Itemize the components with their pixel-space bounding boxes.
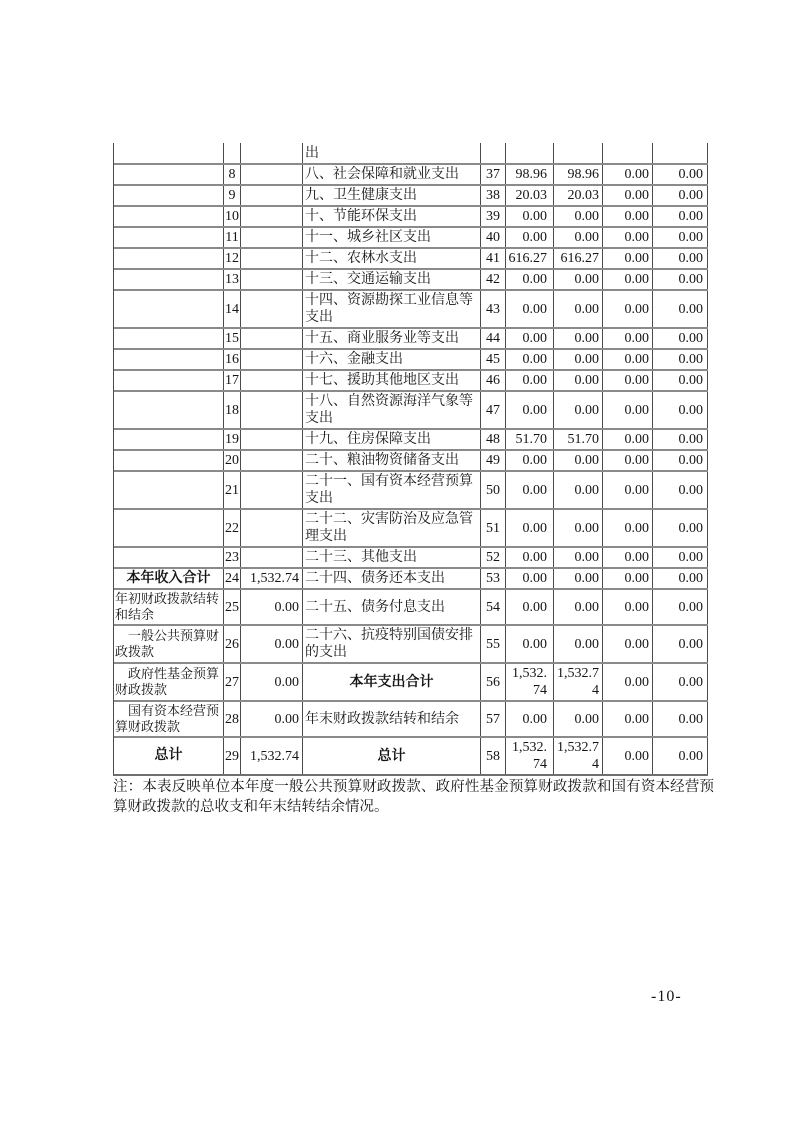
- expense-amount-cell-1: 0.00: [506, 392, 554, 428]
- expense-amount-cell-4: 0.00: [653, 664, 708, 700]
- expense-amount-cell-1: 0.00: [506, 371, 554, 390]
- table-row: [114, 369, 708, 390]
- expense-amount-cell-1: 0.00: [506, 702, 554, 736]
- table-row: [114, 143, 708, 163]
- expense-amount-cell-2: 0.00: [554, 392, 603, 428]
- expense-amount-cell-3: 0.00: [603, 430, 653, 449]
- income-amount-cell: [241, 548, 303, 567]
- expense-amount-cell-4: 0.00: [653, 626, 708, 662]
- table-row: [114, 390, 708, 428]
- expense-amount-cell-3: 0.00: [603, 249, 653, 268]
- income-amount-cell: [241, 249, 303, 268]
- expense-amount-cell-1: 0.00: [506, 472, 554, 508]
- expense-amount-cell-4: 0.00: [653, 590, 708, 624]
- expense-amount-cell-4: 0.00: [653, 548, 708, 567]
- income-amount-cell: 0.00: [241, 626, 303, 662]
- expense-line-no-cell: 57: [481, 702, 506, 736]
- income-line-no-cell: 26: [224, 626, 241, 662]
- expense-item-cell: 二十一、国有资本经营预算支出: [303, 472, 481, 508]
- table-row: [114, 624, 708, 662]
- expense-line-no-cell: 38: [481, 186, 506, 205]
- income-item-cell: [114, 207, 224, 226]
- expense-item-cell: 十八、自然资源海洋气象等支出: [303, 392, 481, 428]
- income-amount-cell: [241, 430, 303, 449]
- income-amount-cell: 0.00: [241, 590, 303, 624]
- income-item-cell: 政府性基金预算财政拨款: [114, 664, 224, 700]
- income-line-no-cell: 29: [224, 738, 241, 774]
- expense-amount-cell-2: [554, 143, 603, 163]
- income-item-cell: [114, 143, 224, 163]
- expense-line-no-cell: 40: [481, 228, 506, 247]
- income-line-no-cell: 21: [224, 472, 241, 508]
- expense-amount-cell-1: 0.00: [506, 291, 554, 327]
- expense-item-cell: 九、卫生健康支出: [303, 186, 481, 205]
- expense-amount-cell-1: 0.00: [506, 510, 554, 546]
- expense-amount-cell-1: 0.00: [506, 228, 554, 247]
- expense-amount-cell-3: 0.00: [603, 548, 653, 567]
- income-line-no-cell: 8: [224, 165, 241, 184]
- expense-line-no-cell: 44: [481, 329, 506, 348]
- expense-amount-cell-4: 0.00: [653, 270, 708, 289]
- expense-line-no-cell: 52: [481, 548, 506, 567]
- expense-amount-cell-2: 1,532.74: [554, 738, 603, 774]
- income-amount-cell: [241, 143, 303, 163]
- expense-amount-cell-3: 0.00: [603, 291, 653, 327]
- income-amount-cell: [241, 165, 303, 184]
- expense-amount-cell-1: 0.00: [506, 350, 554, 369]
- expense-amount-cell-3: 0.00: [603, 738, 653, 774]
- expense-amount-cell-1: 1,532.74: [506, 738, 554, 774]
- table-row: [114, 247, 708, 268]
- expense-amount-cell-4: [653, 143, 708, 163]
- expense-amount-cell-3: 0.00: [603, 270, 653, 289]
- expense-amount-cell-3: 0.00: [603, 510, 653, 546]
- expense-line-no-cell: 54: [481, 590, 506, 624]
- income-amount-cell: [241, 270, 303, 289]
- table-row: [114, 205, 708, 226]
- expense-amount-cell-4: 0.00: [653, 738, 708, 774]
- expense-amount-cell-3: 0.00: [603, 702, 653, 736]
- expense-amount-cell-2: 0.00: [554, 472, 603, 508]
- table-row: [114, 588, 708, 624]
- income-line-no-cell: 18: [224, 392, 241, 428]
- expense-amount-cell-3: 0.00: [603, 451, 653, 470]
- expense-line-no-cell: 49: [481, 451, 506, 470]
- expense-line-no-cell: 50: [481, 472, 506, 508]
- income-item-cell: [114, 350, 224, 369]
- expense-amount-cell-2: 0.00: [554, 228, 603, 247]
- expense-amount-cell-1: 0.00: [506, 451, 554, 470]
- expense-amount-cell-4: 0.00: [653, 186, 708, 205]
- income-item-cell: 总计: [114, 738, 224, 774]
- income-item-cell: [114, 548, 224, 567]
- expense-item-cell: 二十二、灾害防治及应急管理支出: [303, 510, 481, 546]
- income-line-no-cell: 20: [225, 453, 239, 468]
- expense-amount-cell-4: 0.00: [653, 510, 708, 546]
- expense-amount-cell-4: 0.00: [653, 165, 708, 184]
- expense-amount-cell-3: 0.00: [603, 626, 653, 662]
- expense-item-cell: 十五、商业服务业等支出: [303, 329, 481, 348]
- expense-amount-cell-3: 0.00: [603, 664, 653, 700]
- expense-amount-cell-2: 0.00: [554, 626, 603, 662]
- expense-line-no-cell: 56: [481, 664, 506, 700]
- income-line-no-cell: 9: [224, 186, 241, 205]
- expense-line-no-cell: 53: [481, 569, 506, 588]
- income-item-cell: 国有资本经营预算财政拨款: [114, 702, 224, 736]
- income-amount-cell: [241, 472, 303, 508]
- expense-line-no-cell: 45: [481, 350, 506, 369]
- expense-line-no-cell: 43: [481, 291, 506, 327]
- expense-amount-cell-4: 0.00: [653, 451, 708, 470]
- expense-item-cell: 二十四、债务还本支出: [303, 569, 481, 588]
- income-line-no-cell: 23: [225, 550, 239, 565]
- expense-amount-cell-2: 0.00: [554, 371, 603, 390]
- income-line-no-cell: 28: [224, 702, 241, 736]
- expense-amount-cell-1: 0.00: [506, 626, 554, 662]
- income-line-no-cell: 12: [225, 251, 239, 266]
- expense-line-no-cell: 39: [481, 207, 506, 226]
- expense-amount-cell-4: 0.00: [653, 430, 708, 449]
- income-amount-cell: 0.00: [241, 702, 303, 736]
- expense-amount-cell-2: 0.00: [554, 270, 603, 289]
- expense-amount-cell-2: 0.00: [554, 569, 603, 588]
- expense-amount-cell-1: 0.00: [506, 207, 554, 226]
- expense-item-cell: 十一、城乡社区支出: [303, 228, 481, 247]
- expense-amount-cell-1: 51.70: [506, 430, 554, 449]
- income-amount-cell: 1,532.74: [241, 738, 303, 774]
- expense-amount-cell-2: 0.00: [554, 548, 603, 567]
- income-item-cell: [114, 165, 224, 184]
- expense-amount-cell-3: 0.00: [603, 228, 653, 247]
- income-line-no-cell: [224, 143, 241, 163]
- table-row: [114, 327, 708, 348]
- income-line-no-cell: 19: [225, 432, 239, 447]
- expense-amount-cell-2: 0.00: [554, 590, 603, 624]
- table-row: [114, 508, 708, 546]
- income-line-no-cell: 14: [224, 291, 241, 327]
- income-amount-cell: [241, 371, 303, 390]
- income-line-no-cell: 24: [225, 571, 239, 586]
- expense-amount-cell-2: 616.27: [554, 249, 603, 268]
- income-item-cell: 一般公共预算财政拨款: [114, 626, 224, 662]
- expense-amount-cell-1: 616.27: [506, 249, 554, 268]
- expense-amount-cell-4: 0.00: [653, 329, 708, 348]
- income-item-cell: [114, 270, 224, 289]
- budget-summary-table: [113, 143, 708, 776]
- expense-item-cell: 二十六、抗疫特别国债安排的支出: [303, 626, 481, 662]
- expense-amount-cell-2: 0.00: [554, 207, 603, 226]
- income-amount-cell: [241, 186, 303, 205]
- expense-amount-cell-2: 0.00: [554, 329, 603, 348]
- income-amount-cell: [241, 291, 303, 327]
- table-row: [114, 736, 708, 774]
- expense-amount-cell-3: 0.00: [603, 472, 653, 508]
- expense-item-cell: 十三、交通运输支出: [303, 270, 481, 289]
- expense-item-cell: 八、社会保障和就业支出: [303, 165, 481, 184]
- table-row: [114, 268, 708, 289]
- page-number: -10-: [651, 988, 682, 1005]
- income-item-cell: [114, 430, 224, 449]
- expense-amount-cell-1: 0.00: [506, 569, 554, 588]
- expense-amount-cell-2: 98.96: [554, 165, 603, 184]
- table-row: [114, 449, 708, 470]
- income-item-cell: [114, 371, 224, 390]
- expense-item-cell: 本年支出合计: [303, 664, 481, 700]
- income-item-cell: [114, 392, 224, 428]
- expense-amount-cell-3: 0.00: [603, 371, 653, 390]
- expense-amount-cell-1: 20.03: [506, 186, 554, 205]
- table-row: [114, 163, 708, 184]
- expense-amount-cell-4: 0.00: [653, 228, 708, 247]
- table-row: [114, 546, 708, 567]
- expense-item-cell: 出: [303, 143, 481, 163]
- expense-amount-cell-1: 0.00: [506, 329, 554, 348]
- income-amount-cell: 1,532.74: [241, 569, 303, 588]
- expense-amount-cell-3: [603, 143, 653, 163]
- expense-item-cell: 十二、农林水支出: [303, 249, 481, 268]
- expense-item-cell: 十六、金融支出: [303, 350, 481, 369]
- income-line-no-cell: 22: [224, 510, 241, 546]
- expense-amount-cell-3: 0.00: [603, 350, 653, 369]
- expense-amount-cell-1: 0.00: [506, 590, 554, 624]
- income-amount-cell: [241, 392, 303, 428]
- expense-line-no-cell: 47: [481, 392, 506, 428]
- table-row: [114, 226, 708, 247]
- expense-line-no-cell: 46: [481, 371, 506, 390]
- expense-amount-cell-4: 0.00: [653, 392, 708, 428]
- expense-item-cell: 二十、粮油物资储备支出: [303, 451, 481, 470]
- table-row: [114, 662, 708, 700]
- expense-amount-cell-4: 0.00: [653, 350, 708, 369]
- expense-item-cell: 二十三、其他支出: [303, 548, 481, 567]
- expense-line-no-cell: [481, 143, 506, 163]
- income-item-cell: 年初财政拨款结转和结余: [114, 590, 224, 624]
- expense-line-no-cell: 41: [481, 249, 506, 268]
- income-amount-cell: [241, 228, 303, 247]
- expense-line-no-cell: 51: [481, 510, 506, 546]
- income-item-cell: 本年收入合计: [114, 569, 224, 588]
- expense-amount-cell-4: 0.00: [653, 207, 708, 226]
- expense-line-no-cell: 58: [481, 738, 506, 774]
- expense-line-no-cell: 48: [481, 430, 506, 449]
- table-row: [114, 567, 708, 588]
- income-item-cell: [114, 186, 224, 205]
- income-amount-cell: [241, 350, 303, 369]
- expense-line-no-cell: 37: [481, 165, 506, 184]
- expense-amount-cell-1: 0.00: [506, 548, 554, 567]
- expense-amount-cell-3: 0.00: [603, 186, 653, 205]
- income-item-cell: [114, 329, 224, 348]
- income-item-cell: [114, 291, 224, 327]
- expense-amount-cell-3: 0.00: [603, 207, 653, 226]
- expense-amount-cell-3: 0.00: [603, 569, 653, 588]
- table-row: [114, 184, 708, 205]
- income-item-cell: [114, 249, 224, 268]
- expense-line-no-cell: 55: [481, 626, 506, 662]
- expense-amount-cell-4: 0.00: [653, 249, 708, 268]
- income-amount-cell: [241, 451, 303, 470]
- income-amount-cell: [241, 207, 303, 226]
- income-item-cell: [114, 510, 224, 546]
- income-item-cell: [114, 472, 224, 508]
- income-line-no-cell: 11: [224, 228, 241, 247]
- expense-line-no-cell: 42: [481, 270, 506, 289]
- expense-item-cell: 总计: [303, 738, 481, 774]
- expense-amount-cell-2: 1,532.74: [554, 664, 603, 700]
- table-row: [114, 700, 708, 736]
- expense-amount-cell-4: 0.00: [653, 371, 708, 390]
- income-line-no-cell: 25: [224, 590, 241, 624]
- expense-amount-cell-2: 0.00: [554, 451, 603, 470]
- expense-amount-cell-2: 0.00: [554, 702, 603, 736]
- income-amount-cell: [241, 329, 303, 348]
- expense-item-cell: 二十五、债务付息支出: [303, 590, 481, 624]
- expense-amount-cell-3: 0.00: [603, 329, 653, 348]
- table-row: [114, 289, 708, 327]
- expense-amount-cell-2: 20.03: [554, 186, 603, 205]
- income-line-no-cell: 13: [225, 272, 239, 287]
- income-item-cell: [114, 451, 224, 470]
- expense-amount-cell-4: 0.00: [653, 569, 708, 588]
- expense-amount-cell-2: 0.00: [554, 291, 603, 327]
- table-row: [114, 470, 708, 508]
- table-note: 注：本表反映单位本年度一般公共预算财政拨款、政府性基金预算财政拨款和国有资本经营预算财政拨款的总收支和年末结转结余情况。: [113, 779, 714, 815]
- expense-amount-cell-1: 98.96: [506, 165, 554, 184]
- expense-item-cell: 十七、援助其他地区支出: [303, 371, 481, 390]
- expense-amount-cell-4: 0.00: [653, 291, 708, 327]
- expense-amount-cell-1: 1,532.74: [506, 664, 554, 700]
- expense-item-cell: 十九、住房保障支出: [303, 430, 481, 449]
- expense-amount-cell-3: 0.00: [603, 392, 653, 428]
- expense-amount-cell-4: 0.00: [653, 702, 708, 736]
- table-row: [114, 348, 708, 369]
- expense-amount-cell-2: 0.00: [554, 510, 603, 546]
- expense-item-cell: 十、节能环保支出: [303, 207, 481, 226]
- expense-amount-cell-4: 0.00: [653, 472, 708, 508]
- expense-amount-cell-3: 0.00: [603, 590, 653, 624]
- expense-amount-cell-1: 0.00: [506, 270, 554, 289]
- expense-amount-cell-1: [506, 143, 554, 163]
- income-line-no-cell: 27: [224, 664, 241, 700]
- expense-item-cell: 年末财政拨款结转和结余: [303, 702, 481, 736]
- table-row: [114, 428, 708, 449]
- income-line-no-cell: 10: [225, 209, 239, 224]
- income-amount-cell: 0.00: [241, 664, 303, 700]
- income-item-cell: [114, 228, 224, 247]
- expense-amount-cell-2: 51.70: [554, 430, 603, 449]
- expense-amount-cell-3: 0.00: [603, 165, 653, 184]
- income-line-no-cell: 16: [225, 352, 239, 367]
- expense-amount-cell-2: 0.00: [554, 350, 603, 369]
- income-line-no-cell: 15: [225, 331, 239, 346]
- income-amount-cell: [241, 510, 303, 546]
- expense-item-cell: 十四、资源勘探工业信息等支出: [303, 291, 481, 327]
- income-line-no-cell: 17: [225, 373, 239, 388]
